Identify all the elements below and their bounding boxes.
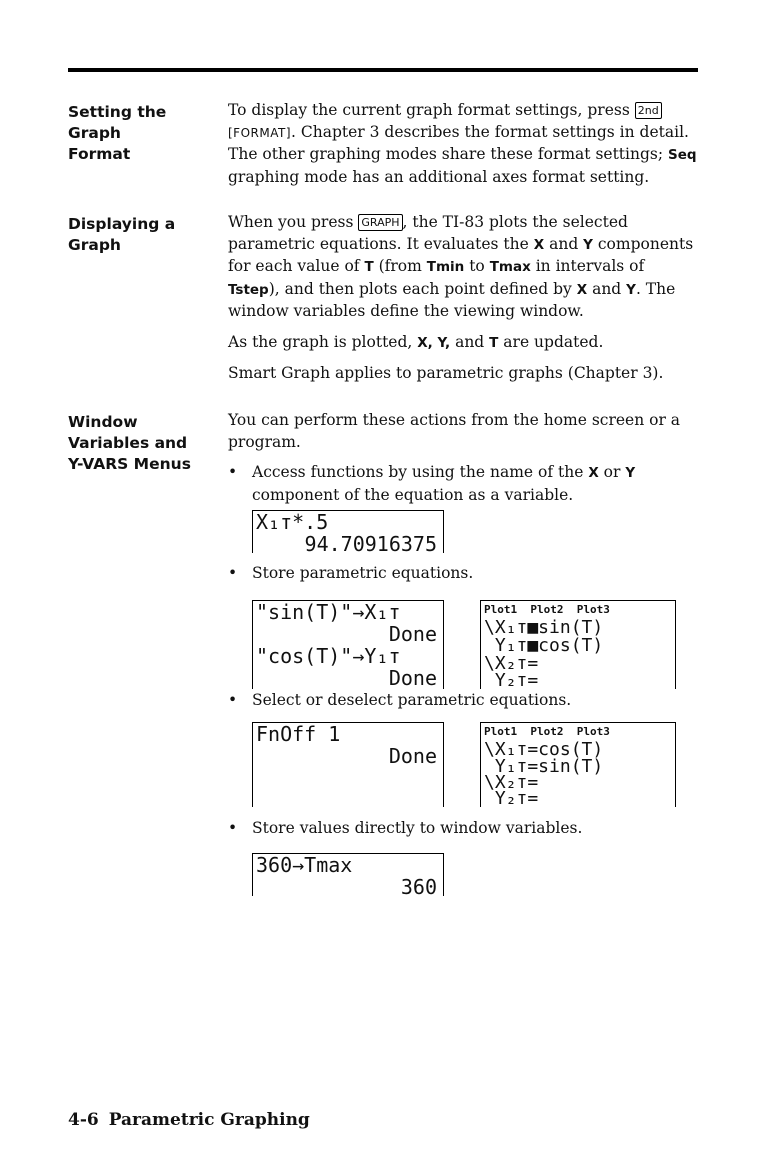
key-2nd: 2nd: [635, 102, 662, 119]
top-rule: [68, 68, 698, 72]
key-graph: GRAPH: [358, 214, 402, 231]
calc-screen-evaluate: X₁т*.5 94.70916375: [252, 510, 444, 553]
calc-screen-tmax: 360→Tmax 360: [252, 853, 444, 896]
calc-screen-y-editor-2: Plot1 Plot2 Plot3 \X₁т=cos(T) Y₁т=sin(T) \X₂т= Y₂т=: [480, 722, 676, 807]
heading-displaying-graph: Displaying a Graph: [68, 215, 176, 254]
format-paragraph: To display the current graph format settings, press 2nd [FORMAT]. Chapter 3 describes the format settings in detail. The other graphing modes share these format settings; Seq graphing mode has an additional axes format setting.: [228, 101, 697, 186]
bullet-store-equations: • Store parametric equations.: [228, 564, 474, 582]
calc-screen-y-editor-1: Plot1 Plot2 Plot3 \X₁т■sin(T) Y₁т■cos(T) \X₂т= Y₂т=: [480, 600, 676, 689]
page-footer: [68, 1110, 320, 1130]
heading-setting-graph-format: Setting the Graph Format: [68, 103, 167, 163]
heading-window-variables: Window Variables and Y-VARS Menus: [68, 413, 191, 473]
bullet-store-window: • Store values directly to window variables.: [228, 819, 583, 837]
calc-screen-store-equations: "sin(T)"→X₁т Done "cos(T)"→Y₁т Done: [252, 600, 444, 689]
page-number: 4-6: [68, 1110, 99, 1130]
chapter-title: Parametric Graphing: [108, 1110, 310, 1130]
window-intro: You can perform these actions from the home screen or a program.: [228, 411, 681, 451]
bullet-select-equations: • Select or deselect parametric equations.: [228, 691, 572, 709]
calc-screen-fnoff: FnOff 1 Done: [252, 722, 444, 807]
bullet-access-functions: • Access functions by using the name of the X or Y component of the equation as a variable.: [228, 463, 636, 504]
display-paragraphs: When you press GRAPH , the TI-83 plots the selected parametric equations. It evaluates the X and Y components for each value of T (from Tmin to Tmax in intervals of Tstep), and then plots each point defined by X and Y. The window variables define the viewing window. As the graph is plotted, X, Y, and T are updated. Smart Graph applies to parametric graphs (Chapter 3).: [228, 213, 694, 382]
